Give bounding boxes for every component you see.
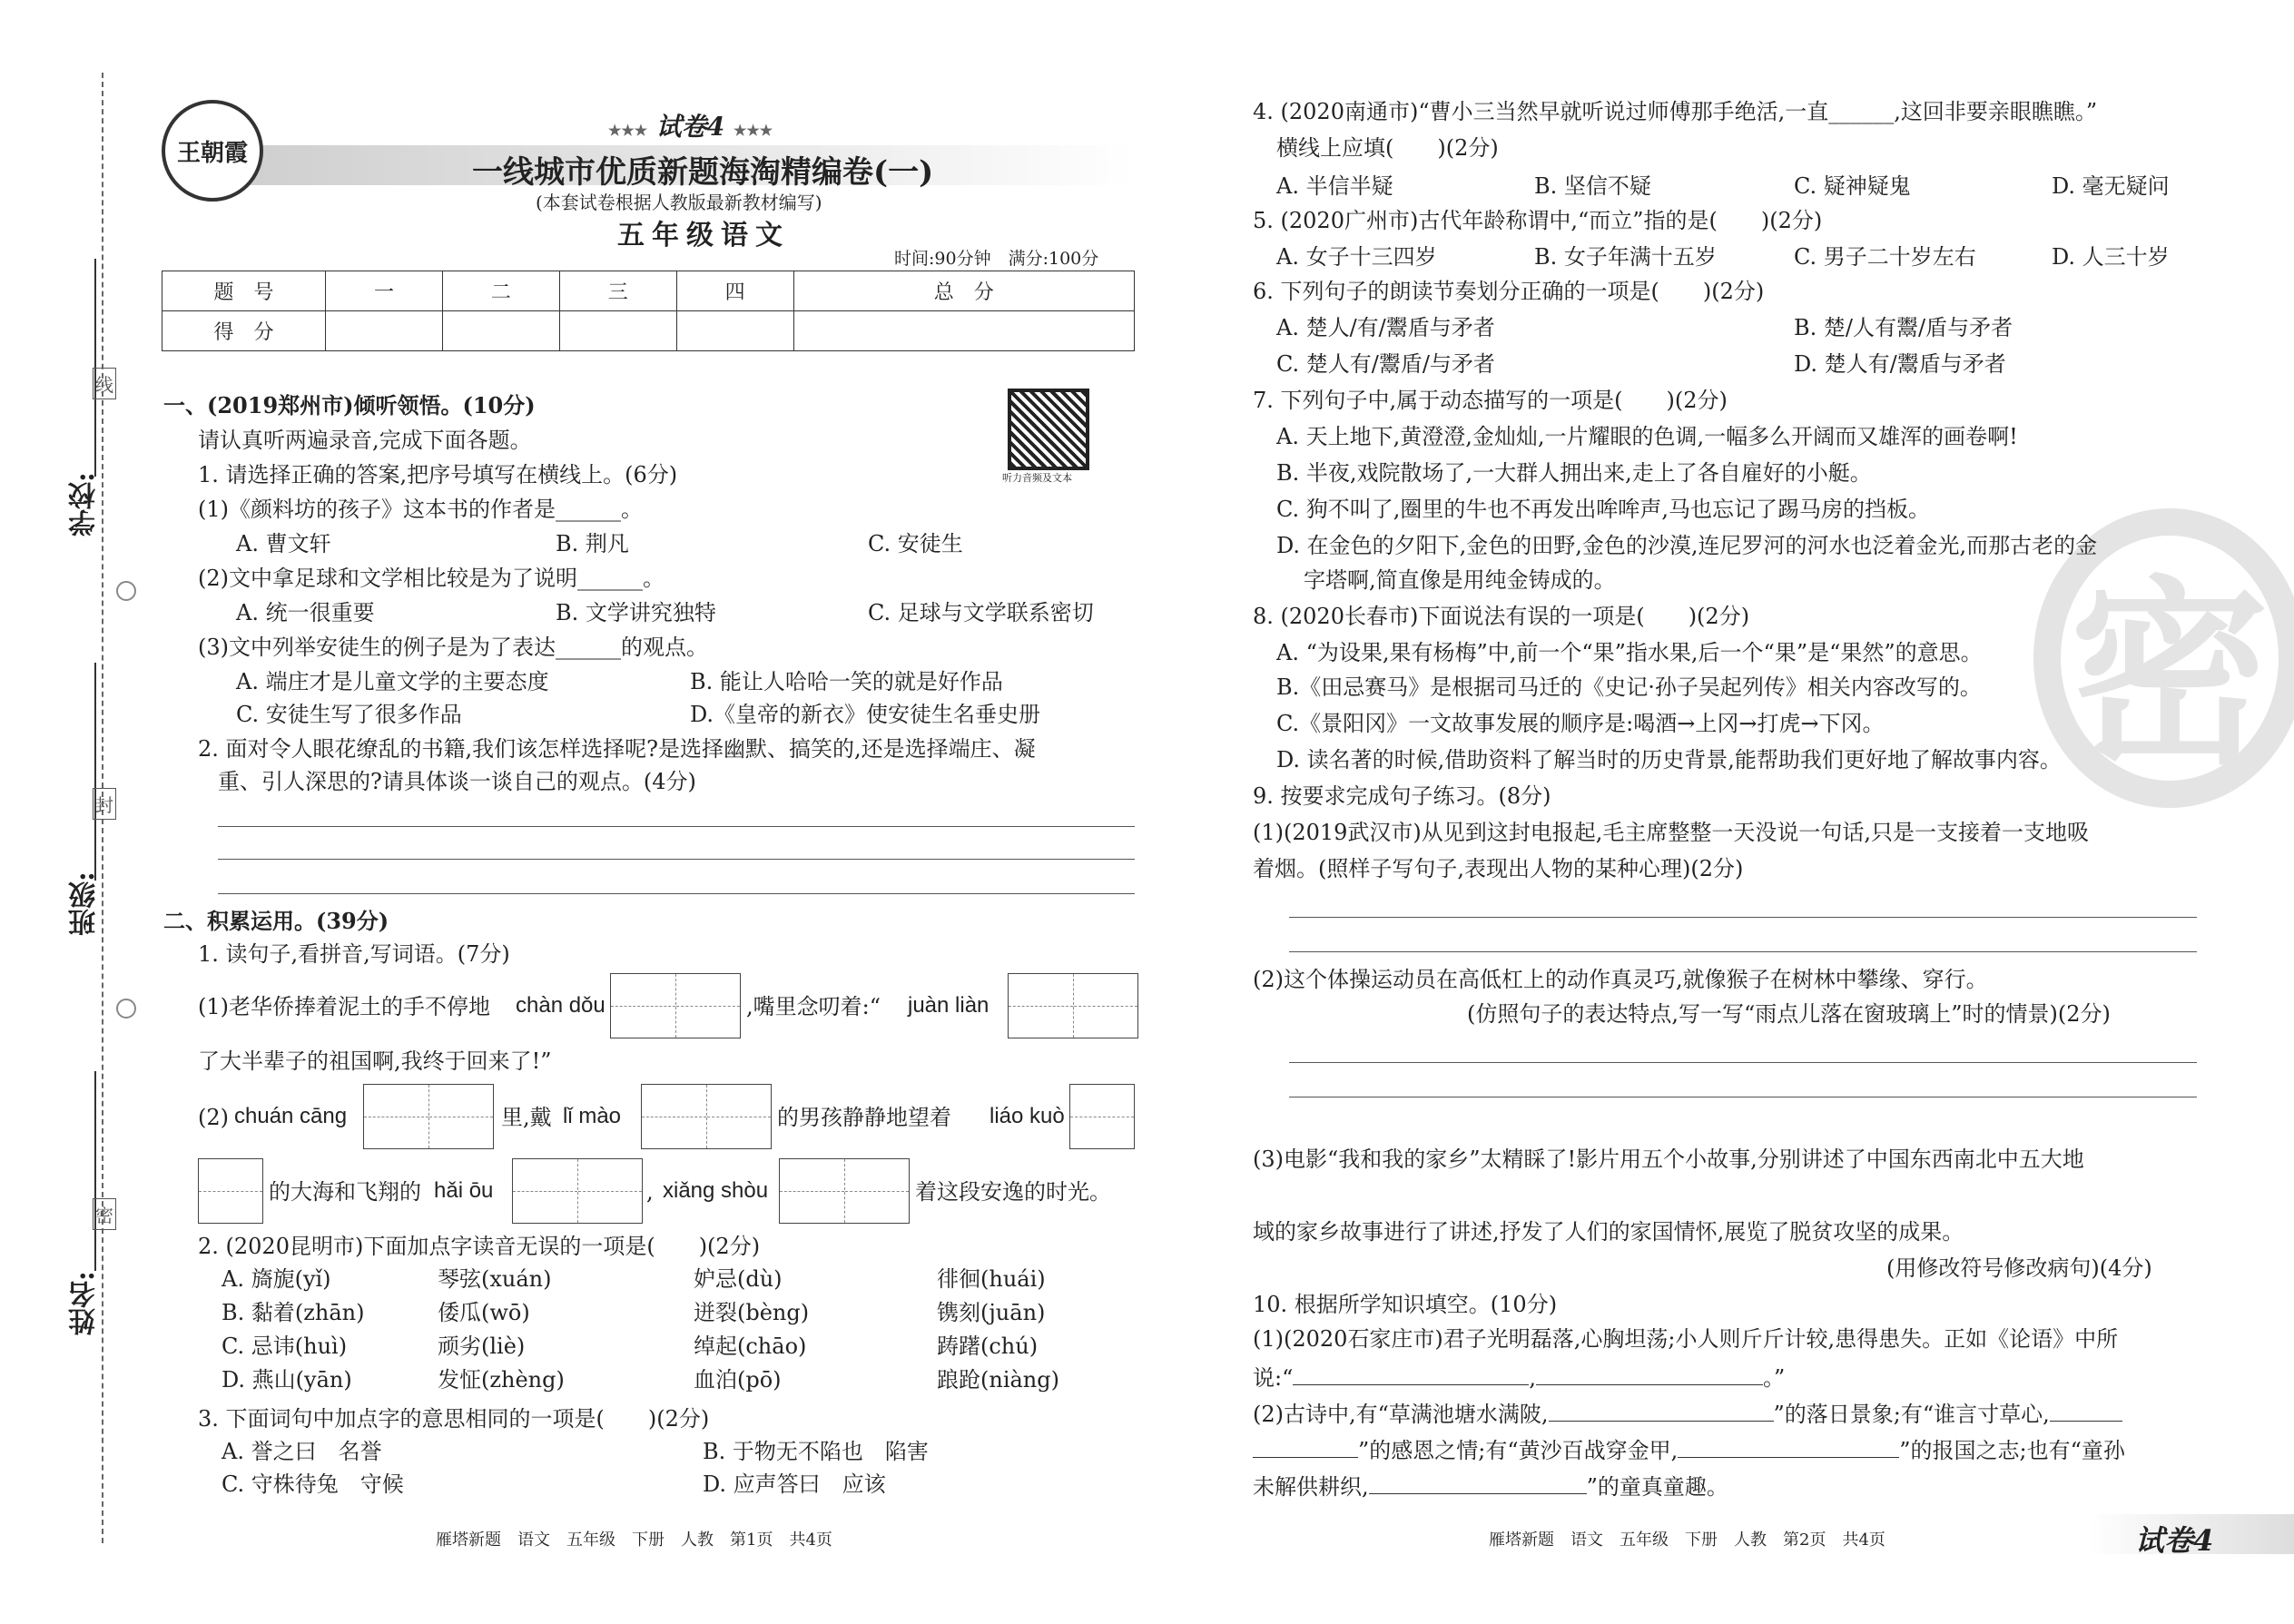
option: D. 楚人有/鬻盾与矛者 (1794, 351, 2006, 377)
question-9-3: (3)电影“我和我的家乡”太精睬了!影片用五个小故事,分别讲述了中国东西南北中五大地 (1253, 1147, 2084, 1172)
option: D. 应声答曰 应该 (703, 1471, 886, 1497)
time-info: 时间:90分钟 满分:100分 (894, 249, 1099, 269)
binding-margin (0, 0, 91, 1624)
question-4-cont: 横线上应填( )(2分) (1276, 135, 1499, 161)
char-grid[interactable] (610, 973, 741, 1038)
option: A. 半信半疑 (1276, 173, 1393, 199)
option: A. 统一很重要 (236, 600, 375, 625)
question-2: 2. 面对令人眼花缭乱的书籍,我们该怎样选择呢?是选择幽默、搞笑的,还是选择端庄、凝 (198, 736, 1036, 762)
fill-blank[interactable] (2050, 1398, 2122, 1422)
paper-tag: ★★★ 试卷4 ★★★ (608, 112, 773, 142)
pronunciation-item: D. 燕山(yān) (222, 1367, 352, 1393)
pronunciation-item: 倭瓜(wō) (438, 1300, 530, 1325)
section2-title: 二、积累运用。(39分) (163, 908, 389, 934)
option: D. 读名著的时候,借助资料了解当时的历史背景,能帮助我们更好地了解故事内容。 (1276, 747, 2062, 773)
option: C.《景阳冈》一文故事发展的顺序是:喝酒→上冈→打虎→下冈。 (1276, 711, 1885, 736)
question-10-1-fill: 说:“ , 。” (1253, 1362, 1785, 1392)
question-text: (2) (198, 1105, 229, 1130)
question-text: 的男孩静静地望着 (777, 1105, 951, 1130)
question-1: 1. 请选择正确的答案,把序号填写在横线上。(6分) (198, 462, 678, 487)
question-1-2: (2)文中拿足球和文学相比较是为了说明______。 (198, 566, 665, 591)
mark-secret: 密 (93, 1198, 116, 1230)
question-text: 里,戴 (501, 1105, 552, 1130)
pronunciation-item: 踌躇(chú) (937, 1334, 1039, 1359)
grade-title: 五年级语文 (617, 220, 790, 251)
option: C. 男子二十岁左右 (1794, 244, 1976, 270)
secret-watermark: 密 (2033, 508, 2294, 808)
question-9: 9. 按要求完成句子练习。(8分) (1253, 783, 1551, 809)
name-line (94, 1071, 96, 1271)
question-1-3: (3)文中列举安徒生的例子是为了表达______的观点。 (198, 635, 708, 660)
fill-blank[interactable] (1549, 1398, 1774, 1422)
class-line (94, 663, 96, 881)
instruction: 请认真听两遍录音,完成下面各题。 (198, 428, 532, 453)
question-r3: 3. 下面词句中加点字的意思相同的一项是( )(2分) (198, 1406, 710, 1432)
option: C. 安徒生 (868, 531, 963, 556)
option: B. 半夜,戏院散场了,一大群人拥出来,走上了各自雇好的小艇。 (1276, 460, 1872, 486)
question-1-1: (1)《颜料坊的孩子》这本书的作者是______。 (198, 497, 643, 522)
pronunciation-item: 镌刻(juān) (937, 1300, 1046, 1325)
pronunciation-item: 迸裂(bèng) (694, 1300, 810, 1325)
question-2-cont: 重、引人深思的?请具体谈一谈自己的观点。(4分) (218, 769, 696, 794)
punch-hole-icon (116, 999, 136, 1019)
char-grid[interactable] (641, 1084, 772, 1149)
option: D. 在金色的夕阳下,金色的田野,金色的沙漠,连尼罗河的河水也泛着金光,而那古老的金 (1276, 533, 2098, 558)
question-text: (1)老华侨捧着泥土的手不停地 (198, 994, 490, 1019)
score-header: 四 (676, 271, 793, 311)
answer-line[interactable] (1289, 1062, 2197, 1063)
question-8: 8. (2020长春市)下面说法有误的一项是( )(2分) (1253, 604, 1750, 629)
option: A. 楚人/有/鬻盾与矛者 (1276, 315, 1495, 340)
option: C. 足球与文学联系密切 (868, 600, 1094, 625)
option: B. 能让人哈哈一笑的就是好作品 (690, 669, 1003, 694)
question-9-3-cont: 域的家乡故事进行了讲述,抒发了人们的家国情怀,展览了脱贫攻坚的成果。 (1253, 1219, 1964, 1245)
question-9-1-cont: 着烟。(照样子写句子,表现出人物的某种心理)(2分) (1253, 856, 1744, 881)
page-footer: 雁塔新题 语文 五年级 下册 人教 第2页 共4页 (1489, 1530, 1885, 1550)
option: D. 人三十岁 (2052, 244, 2170, 270)
pronunciation-item: 徘徊(huái) (937, 1266, 1046, 1292)
answer-line[interactable] (218, 859, 1135, 860)
question-10-2-cont: ”的感恩之情;有“黄沙百战穿金甲, ”的报国之志;也有“童孙 (1253, 1434, 2125, 1464)
pinyin: juàn liàn (908, 993, 989, 1018)
pronunciation-item: 发怔(zhèng) (438, 1367, 565, 1393)
score-cell[interactable] (793, 311, 1134, 351)
fill-blank[interactable] (1678, 1434, 1899, 1458)
question-10: 10. 根据所学知识填空。(10分) (1253, 1292, 1558, 1317)
pinyin: liáo kuò (989, 1104, 1065, 1128)
answer-line[interactable] (1289, 917, 2197, 918)
score-row-label: 得 分 (162, 311, 326, 351)
pinyin: hǎi ōu (434, 1178, 494, 1203)
answer-line[interactable] (218, 893, 1135, 894)
question-r1: 1. 读句子,看拼音,写词语。(7分) (198, 941, 510, 967)
question-10-2-end: 未解供耕织, ”的童真童趣。 (1253, 1471, 1728, 1501)
fill-blank[interactable] (1536, 1362, 1763, 1385)
answer-line[interactable] (218, 826, 1135, 827)
char-grid[interactable] (1008, 973, 1138, 1038)
option: C. 疑神疑鬼 (1794, 173, 1911, 199)
publisher-logo: 王朝霞 (162, 100, 263, 202)
pronunciation-item: 绰起(chāo) (694, 1334, 807, 1359)
score-cell[interactable] (559, 311, 676, 351)
char-grid[interactable] (363, 1084, 494, 1149)
option: D.《皇帝的新衣》使安徒生名垂史册 (690, 702, 1041, 727)
option: C. 安徒生写了很多作品 (236, 702, 462, 727)
score-header: 一 (326, 271, 443, 311)
option: C. 守株待兔 守候 (222, 1471, 404, 1497)
fill-blank[interactable] (1293, 1362, 1529, 1385)
mark-line: 线 (93, 368, 116, 399)
question-5: 5. (2020广州市)古代年龄称谓中,“而立”指的是( )(2分) (1253, 208, 1823, 233)
question-9-2: (2)这个体操运动员在高低杠上的动作真灵巧,就像猴子在树林中攀缘、穿行。 (1253, 967, 1988, 992)
option: D. 毫无疑问 (2052, 173, 2170, 199)
question-7: 7. 下列句子中,属于动态描写的一项是( )(2分) (1253, 388, 1728, 413)
pronunciation-item: 妒忌(dù) (694, 1266, 783, 1292)
option: B. 女子年满十五岁 (1534, 244, 1717, 270)
option: A. 女子十三四岁 (1276, 244, 1437, 270)
pinyin: chuán cāng (234, 1104, 348, 1128)
score-table (162, 271, 1135, 351)
pronunciation-item: 顽劣(liè) (438, 1334, 526, 1359)
fill-blank[interactable] (1253, 1434, 1358, 1458)
score-cell[interactable] (326, 311, 443, 351)
option: C. 楚人有/鬻盾/与矛者 (1276, 351, 1495, 377)
question-10-2: (2)古诗中,有“草满池塘水满陂, ”的落日景象;有“谁言寸草心, (1253, 1398, 2122, 1428)
fill-blank[interactable] (1369, 1471, 1587, 1494)
option: A. 天上地下,黄澄澄,金灿灿,一片耀眼的色调,一幅多么开阔而又雄浑的画卷啊! (1276, 424, 2018, 449)
pinyin: xiǎng shòu (663, 1178, 769, 1203)
class-label: 班级: (69, 871, 101, 937)
score-header: 三 (559, 271, 676, 311)
page-footer: 雁塔新题 语文 五年级 下册 人教 第1页 共4页 (436, 1530, 832, 1550)
char-grid[interactable] (512, 1158, 643, 1224)
question-9-2-cont: (仿照句子的表达特点,写一写“雨点儿落在窗玻璃上”时的情景)(2分) (1467, 1001, 2111, 1027)
option: A. “为设果,果有杨梅”中,前一个“果”指水果,后一个“果”是“果然”的意思。 (1276, 640, 1983, 665)
option: B. 坚信不疑 (1534, 173, 1651, 199)
pronunciation-item: 血泊(pō) (694, 1367, 782, 1393)
pronunciation-item: 琴弦(xuán) (438, 1266, 552, 1292)
question-text: ,嘴里念叨着:“ (746, 994, 881, 1019)
qr-caption: 听力音频及文本 (1002, 472, 1072, 484)
pinyin: lǐ mào (563, 1104, 622, 1128)
option: B. 荆凡 (556, 531, 629, 556)
char-grid[interactable] (779, 1158, 910, 1224)
question-9-3-hint: (用修改符号修改病句)(4分) (1886, 1255, 2152, 1281)
question-text: 着这段安逸的时光。 (915, 1179, 1111, 1205)
question-text: 了大半辈子的祖国啊,我终于回来了!” (198, 1048, 552, 1074)
score-cell[interactable] (676, 311, 793, 351)
question-9-1: (1)(2019武汉市)从见到这封电报起,毛主席整整一天没说一句话,只是一支接着一支地吸 (1253, 820, 2090, 845)
option: A. 曹文轩 (236, 531, 331, 556)
option-cont: 字塔啊,简直像是用纯金铸成的。 (1304, 567, 1616, 593)
name-label: 姓名: (69, 1271, 101, 1336)
pronunciation-item: C. 忌讳(huì) (222, 1334, 348, 1359)
option: C. 狗不叫了,圈里的牛也不再发出哞哞声,马也忘记了踢马房的挡板。 (1276, 497, 1931, 522)
char-grid[interactable] (1069, 1084, 1135, 1149)
option: A. 端庄才是儿童文学的主要态度 (236, 669, 549, 694)
question-10-1: (1)(2020石家庄市)君子光明磊落,心胸坦荡;小人则斤斤计较,患得患失。正如《论语》中所 (1253, 1326, 2119, 1352)
main-title: 一线城市优质新题海淘精编卷(一) (472, 154, 934, 191)
score-cell[interactable] (442, 311, 559, 351)
score-header: 二 (442, 271, 559, 311)
school-label: 学校: (69, 472, 101, 537)
mark-seal: 封 (93, 788, 116, 820)
option: B.《田忌赛马》是根据司马迁的《史记·孙子吴起列传》相关内容改写的。 (1276, 674, 1982, 700)
answer-line[interactable] (1289, 951, 2197, 952)
pinyin: chàn dǒu (516, 993, 605, 1018)
question-r2: 2. (2020昆明市)下面加点字读音无误的一项是( )(2分) (198, 1234, 761, 1259)
pronunciation-item: 踉跄(niàng) (937, 1367, 1059, 1393)
question-4: 4. (2020南通市)“曹小三当然早就听说过师傅那手绝活,一直______,这回非要亲眼瞧瞧。” (1253, 99, 2098, 124)
question-6: 6. 下列句子的朗读节奏划分正确的一项是( )(2分) (1253, 279, 1765, 304)
option: B. 文学讲究独特 (556, 600, 716, 625)
punch-hole-icon (116, 581, 136, 601)
qr-code[interactable] (1008, 389, 1089, 470)
question-text: , (646, 1179, 654, 1205)
option: B. 于物无不陷也 陷害 (703, 1439, 929, 1464)
corner-tag: 试卷4 (2135, 1523, 2214, 1558)
question-text: 的大海和飞翔的 (269, 1179, 421, 1205)
option: A. 誉之曰 名誉 (222, 1439, 382, 1464)
score-header: 总 分 (793, 271, 1134, 311)
pronunciation-item: A. 旖旎(yǐ) (222, 1266, 331, 1292)
option: B. 楚/人有鬻/盾与矛者 (1794, 315, 2013, 340)
pronunciation-item: B. 黏着(zhān) (222, 1300, 365, 1325)
score-header: 题 号 (162, 271, 326, 311)
char-grid[interactable] (198, 1158, 263, 1224)
subtitle: (本套试卷根据人教版最新教材编写) (536, 192, 822, 213)
section1-title: 一、(2019郑州市)倾听领悟。(10分) (163, 392, 536, 418)
